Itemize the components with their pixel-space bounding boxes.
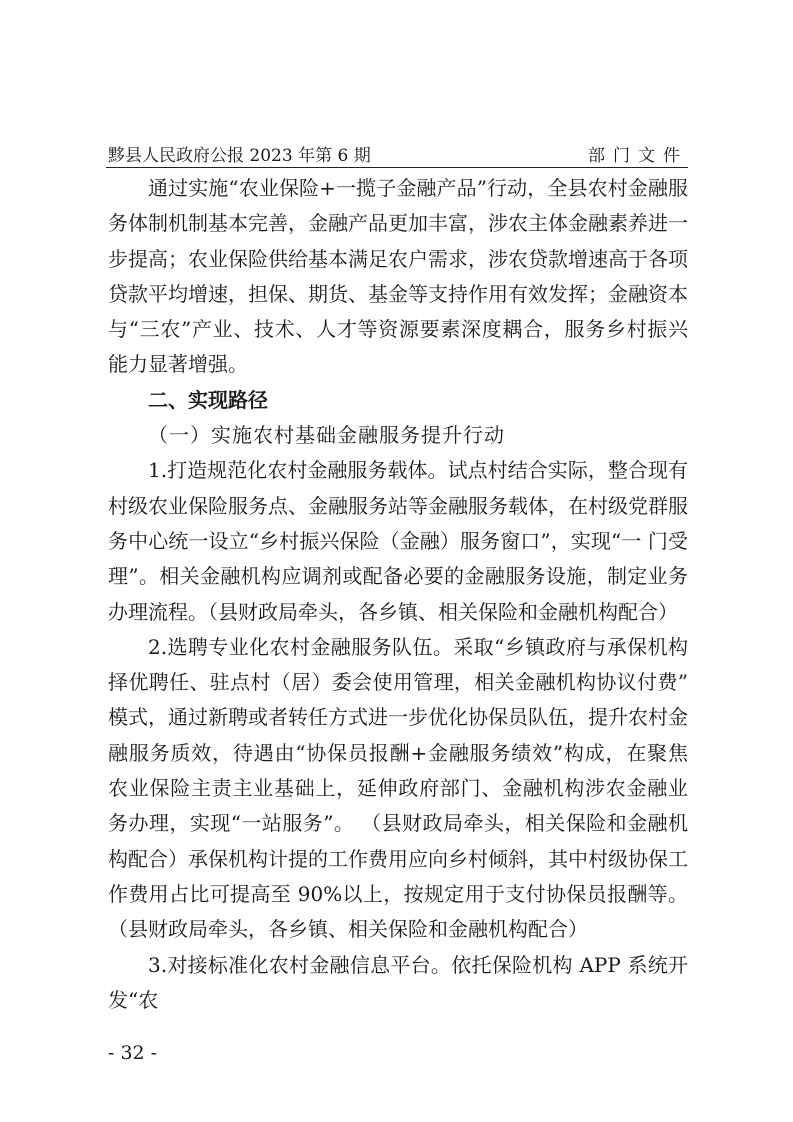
bulletin-header-section: 部门文件 (588, 146, 688, 166)
summary-paragraph: 通过实施“农业保险+一揽子金融产品”行动，全县农村金融服务体制机制基本完善，金融产品更加丰富，涉农主体金融素养进一步提高；农业保险供给基本满足农户需求，涉农贷款增速高于各项贷款平均增速，担保、期货、基金等支持作用有效发挥；金融资本与“三农”产业、技术、人才等资源要素深度耦合，服务乡村振兴能力显著增强。 (108, 176, 688, 377)
header-divider (106, 167, 688, 168)
subsection-heading-basic-financial-services: （一）实施农村基础金融服务提升行动 (148, 423, 505, 448)
item-paragraph-2: 2.选聘专业化农村金融服务队伍。采取“乡镇政府与承保机构择优聘任、驻点村（居）委会使用管理，相关金融机构协议付费” 模式，通过新聘或者转任方式进一步优化协保员队伍，提升农村金融服务质效，待遇由“协保员报酬+金融服务绩效”构成，在聚焦 农业保险主责主业基础上，延伸政府部门、金融机构涉农金融业 务办理，实现“一站服务”。 （县财政局牵头，相关保险和金融机构配合）承保机构计提的工作费用应向乡村倾斜，其中村级协保工作费用占比可提高至 90%以上，按规定用于支付协保员报酬等。（县财政局牵头，各乡镇、相关保险和金融机构配合） (108, 634, 715, 942)
item-paragraph-3: 3.对接标准化农村金融信息平台。依托保险机构 APP 系统开发“农 (108, 952, 688, 1012)
document-body (108, 171, 715, 1018)
section-heading-implementation-path: 二、实现路径 (148, 387, 268, 412)
page-number: - 32 - (108, 1042, 158, 1064)
item-paragraph-1: 1.打造规范化农村金融服务载体。试点村结合实际，整合现有村级农业保险服务点、金融服务站等金融服务载体，在村级党群服务中心统一设立“乡村振兴保险（金融）服务窗口”，实现“一 门受理”。相关金融机构应调剂或配备必要的金融服务设施，制定业务办理流程。（县财政局牵头，各乡镇、相关保险和金融机构配合） (108, 458, 688, 624)
bulletin-header-title: 黟县人民政府公报 2023 年第 6 期 (108, 146, 371, 166)
